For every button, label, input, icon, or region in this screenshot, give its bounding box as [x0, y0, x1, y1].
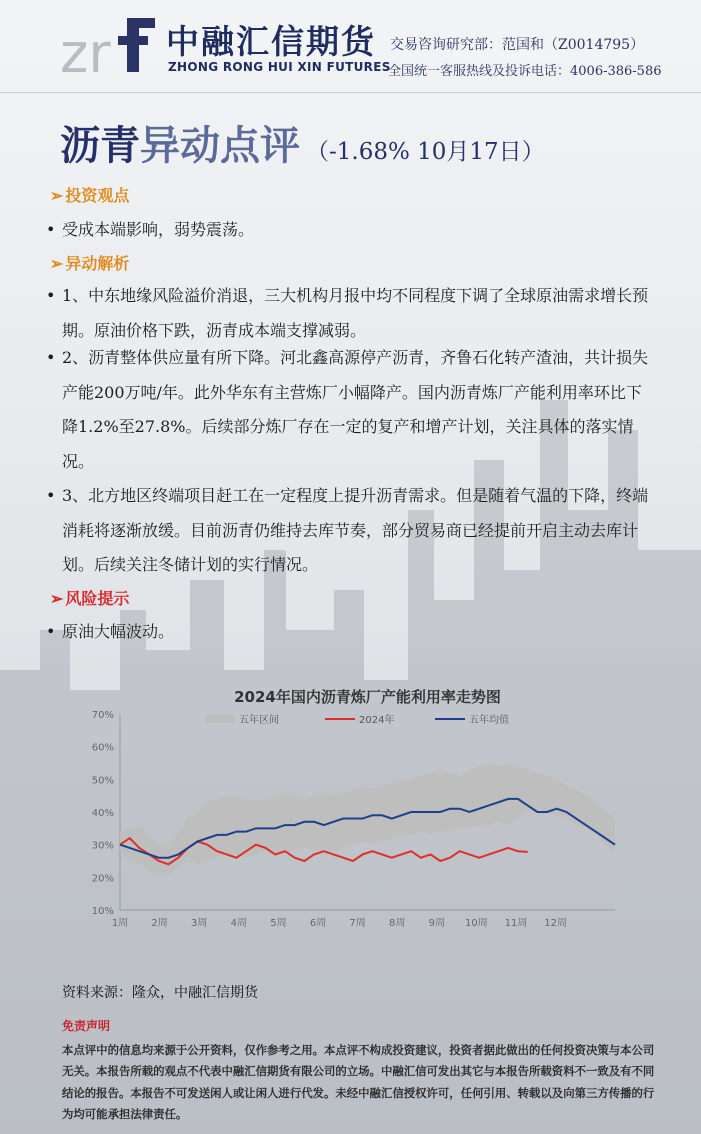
- x-tick-label: 10周: [465, 918, 488, 929]
- x-tick-label: 8周: [389, 918, 406, 929]
- company-name-cn: 中融汇信期货: [166, 22, 376, 61]
- list-item: • 3、北方地区终端项目赶工在一定程度上提升沥青需求。但是随着气温的下降，终端消耗将逐渐放缓。目前沥青仍维持去库节奏，部分贸易商已经提前开启主动去库计划。后续关注冬储计划的实行情况。: [46, 479, 656, 583]
- y-tick-label: 40%: [91, 808, 114, 819]
- arrow-icon: ➢: [50, 589, 64, 608]
- disclaimer-text: 本点评中的信息均来源于公开资料，仅作参考之用。本点评不构成投资建议，投资者据此做出的任何投资决策与本公司无关。本报告所载的观点不代表中融汇信期货有限公司的立场。中融汇信可发出其它与本报告所载资料不一致及有不同结论的报告。本报告不可发送闲人或让闲人进行代发。未经中融汇信授权许可，任何引用、转载以及向第三方传播的行为均可能承担法律责任。: [62, 1043, 655, 1122]
- zrhx-logo-icon: [60, 14, 156, 76]
- legend-label: 五年区间: [239, 715, 279, 726]
- analyst-contact: 交易咨询研究部：范国和（Z0014795）: [390, 37, 645, 53]
- legend-label: 2024年: [359, 715, 395, 726]
- x-tick-label: 6周: [309, 918, 327, 929]
- x-tick-label: 1周: [111, 918, 129, 929]
- y-tick-label: 60%: [91, 742, 114, 754]
- disclaimer-title: 免责声明: [62, 1019, 111, 1033]
- y-tick-label: 20%: [91, 873, 114, 885]
- y-tick-label: 30%: [91, 840, 114, 852]
- y-tick-label: 50%: [91, 775, 114, 787]
- list-item: • 2、沥青整体供应量有所下降。河北鑫高源停产沥青，齐鲁石化转产渣油，共计损失产能200万吨/年。此外华东有主营炼厂小幅降产。国内沥青炼厂产能利用率环比下降1.2%至27.8%。后续部分炼厂存在一定的复产和增产计划，关注具体的落实情况。: [46, 341, 656, 479]
- title-type: 异动点评: [140, 122, 300, 169]
- hotline-contact: 全国统一客服热线及投诉电话：4006-386-586: [388, 64, 662, 79]
- x-tick-label: 12周: [544, 918, 567, 929]
- arrow-icon: ➢: [50, 186, 64, 205]
- list-item: • 受成本端影响，弱势震荡。: [46, 213, 656, 248]
- list-item: • 原油大幅波动。: [46, 615, 656, 650]
- x-tick-label: 7周: [349, 918, 366, 929]
- chart-title: 2024年国内沥青炼厂产能利用率走势图: [234, 688, 501, 706]
- list-item: • 1、中东地缘风险溢价消退，三大机构月报中均不同程度下调了全球原油需求增长预期。原油价格下跌，沥青成本端支撑减弱。: [46, 279, 656, 348]
- y-tick-label: 70%: [91, 710, 114, 721]
- y-tick-label: 10%: [91, 906, 114, 917]
- legend-swatch: [205, 715, 235, 723]
- company-name-en: ZHONG RONG HUI XIN FUTURES: [168, 60, 391, 74]
- svg-text:zr: zr: [60, 22, 111, 76]
- legend-label: 五年均值: [469, 715, 509, 726]
- section-heading-risk: ➢ 风险提示: [50, 589, 130, 608]
- x-tick-label: 11周: [504, 918, 528, 929]
- header-divider: [0, 92, 701, 93]
- title-change-date: （-1.68% 10月17日）: [306, 139, 545, 165]
- section-heading-view: ➢ 投资观点: [50, 186, 130, 205]
- bullet-icon: •: [46, 486, 56, 505]
- bullet-icon: •: [46, 622, 56, 641]
- x-tick-label: 9周: [428, 918, 445, 929]
- x-tick-label: 5周: [270, 918, 287, 929]
- page-title: [60, 114, 545, 171]
- section-heading-analysis: ➢ 异动解析: [50, 254, 130, 273]
- x-tick-label: 4周: [230, 918, 247, 929]
- title-product: 沥青: [60, 122, 140, 169]
- bullet-icon: •: [46, 348, 56, 367]
- arrow-icon: ➢: [50, 254, 64, 273]
- x-tick-label: 3周: [191, 918, 208, 929]
- five-year-range-band: [120, 763, 615, 874]
- utilization-chart: [80, 682, 640, 942]
- bullet-icon: •: [46, 220, 56, 239]
- data-source: 资料来源：隆众，中融汇信期货: [62, 985, 258, 1001]
- x-tick-label: 2周: [151, 918, 168, 929]
- bullet-icon: •: [46, 286, 56, 305]
